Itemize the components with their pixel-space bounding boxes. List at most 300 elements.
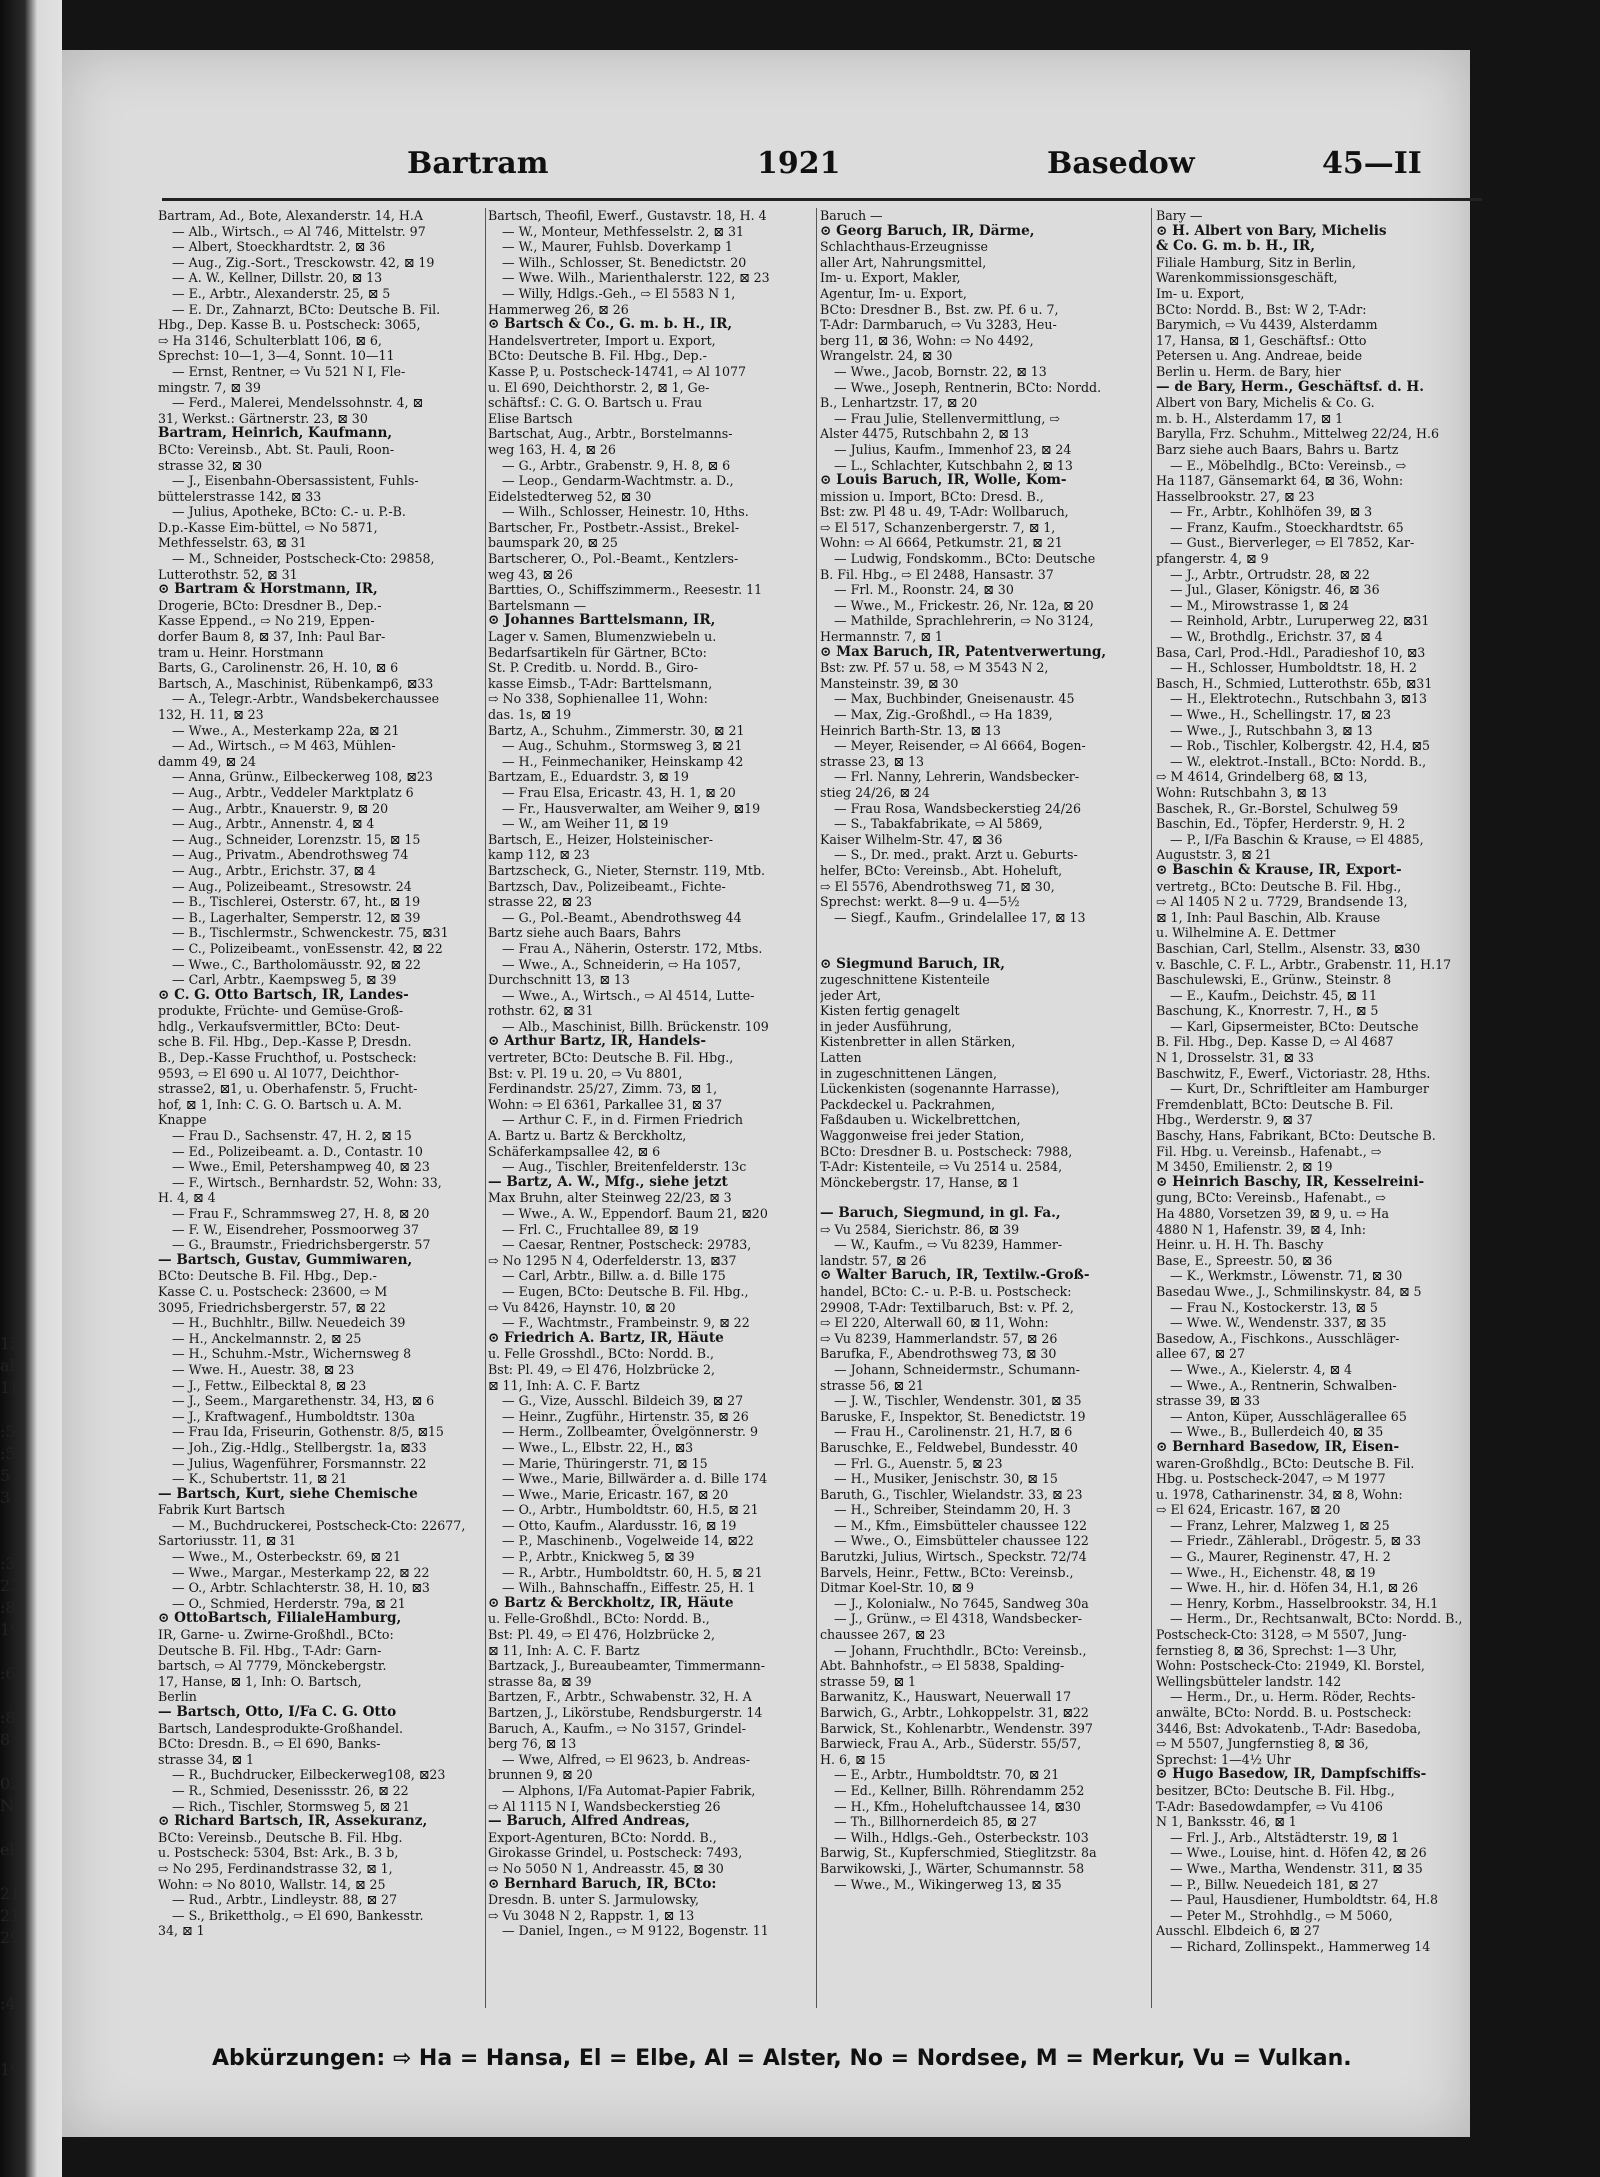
directory-entry: Im- u. Export, Makler, [820, 270, 961, 286]
directory-entry: u. Felle-Großhdl., BCto: Nordd. B., [488, 1611, 710, 1627]
directory-entry: Bartzack, J., Bureaubeamter, Timmermann- [488, 1658, 766, 1674]
directory-entry: — Wwe., Louise, hint. d. Höfen 42, ⊠ 26 [1170, 1845, 1427, 1861]
directory-entry: 17, Hanse, ⊠ 1, Inh: O. Bartsch, [158, 1673, 362, 1689]
directory-entry: Baruch — [820, 208, 883, 223]
directory-entry: — Reinhold, Arbtr., Luruperweg 22, ⊠31 [1170, 613, 1430, 629]
directory-entry: — Wwe. W., Wendenstr. 337, ⊠ 35 [1170, 1315, 1387, 1331]
directory-entry: strasse 39, ⊠ 33 [1156, 1393, 1261, 1409]
directory-entry: u. Wilhelmine A. E. Dettmer [1156, 925, 1336, 941]
directory-entry: Albert von Bary, Michelis & Co. G. [1156, 395, 1375, 411]
directory-entry: — Anton, Küper, Ausschlägerallee 65 [1170, 1408, 1407, 1424]
directory-entry: strasse 8a, ⊠ 39 [488, 1673, 592, 1689]
directory-entry: Abt. Bahnhofstr., ⇨ El 5838, Spalding- [820, 1658, 1065, 1674]
directory-entry: — de Bary, Herm., Geschäftsf. d. H. [1156, 379, 1425, 395]
directory-entry: Knappe [158, 1112, 207, 1128]
directory-entry: — Siegf., Kaufm., Grindelallee 17, ⊠ 13 [834, 909, 1086, 925]
directory-entry: Ausschl. Elbdeich 6, ⊠ 27 [1156, 1923, 1320, 1939]
directory-entry: — Wwe., L., Elbstr. 22, H., ⊠3 [502, 1439, 694, 1455]
margin-fragment: 8 [0, 1730, 11, 1749]
directory-entry: berg 11, ⊠ 36, Wohn: ⇨ No 4492, [820, 332, 1034, 348]
directory-entry: strasse2, ⊠1, u. Oberhafenstr. 5, Frucht- [158, 1081, 418, 1097]
directory-entry: — Frau Elsa, Ericastr. 43, H. 1, ⊠ 20 [502, 784, 736, 800]
directory-entry: — G., Arbtr., Grabenstr. 9, H. 8, ⊠ 6 [502, 457, 731, 473]
directory-entry: M 3450, Emilienstr. 2, ⊠ 19 [1156, 1159, 1333, 1175]
directory-entry: — J., Kolonialw., No 7645, Sandweg 30a [834, 1595, 1089, 1611]
directory-entry: Barts, G., Carolinenstr. 26, H. 10, ⊠ 6 [158, 660, 399, 676]
directory-entry: T-Adr: Darmbaruch, ⇨ Vu 3283, Heu- [820, 317, 1057, 333]
directory-entry: Bst: Pl. 49, ⇨ El 476, Holzbrücke 2, [488, 1627, 715, 1643]
directory-entry: Fabrik Kurt Bartsch [158, 1502, 285, 1518]
directory-entry: Auguststr. 3, ⊠ 21 [1156, 847, 1272, 863]
directory-entry: hof, ⊠ 1, Inh: C. G. O. Bartsch u. A. M. [158, 1096, 402, 1112]
directory-entry: BCto: Vereinsb., Abt. St. Pauli, Roon- [158, 441, 395, 457]
directory-entry: — E., Kaufm., Deichstr. 45, ⊠ 11 [1170, 987, 1377, 1003]
directory-entry: — Albert, Stoeckhardtstr. 2, ⊠ 36 [172, 239, 386, 255]
directory-entry: ⊙ Bartz & Berckholtz, IR, Häute [488, 1595, 734, 1611]
directory-entry: Kasse C. u. Postscheck: 23600, ⇨ M [158, 1283, 388, 1299]
directory-entry: & Co. G. m. b. H., IR, [1156, 239, 1315, 255]
directory-entry: — Wwe., A., Mesterkamp 22a, ⊠ 21 [172, 722, 400, 738]
directory-entry: v. Baschle, C. F. L., Arbtr., Grabenstr. 11, H.17 [1156, 956, 1452, 972]
directory-entry: u. Felle Grosshdl., BCto: Nordd. B., [488, 1346, 714, 1362]
directory-entry: — G., Vize, Ausschl. Bildeich 39, ⊠ 27 [502, 1393, 744, 1409]
directory-entry: — Frl. M., Roonstr. 24, ⊠ 30 [834, 582, 1014, 598]
directory-entry: helfer, BCto: Vereinsb., Abt. Hoheluft, [820, 862, 1063, 878]
directory-entry: Bartz siehe auch Baars, Bahrs [488, 925, 681, 941]
directory-entry: Baschek, R., Gr.-Borstel, Schulweg 59 [1156, 800, 1399, 816]
directory-entry: Hbg., Dep. Kasse B. u. Postscheck: 3065, [158, 317, 421, 333]
directory-entry: Baruske, F., Inspektor, St. Benedictstr. 19 [820, 1408, 1086, 1424]
directory-entry [820, 941, 1145, 957]
directory-entry: Heinr. u. H. H. Th. Baschy [1156, 1237, 1324, 1253]
directory-entry: Barylla, Frz. Schuhm., Mittelweg 22/24, H.6 [1156, 426, 1439, 442]
directory-entry: — E., Arbtr., Humboldtstr. 70, ⊠ 21 [834, 1767, 1060, 1783]
directory-entry: — Wwe., A., Schneiderin, ⇨ Ha 1057, [502, 956, 742, 972]
directory-entry: ⊠ 11, Inh: A. C. F. Bartz [488, 1642, 640, 1658]
directory-entry: — H., Feinmechaniker, Heinskamp 42 [502, 753, 744, 769]
directory-entry: ⊙ Bernhard Basedow, IR, Eisen- [1156, 1439, 1400, 1455]
directory-entry: u. 1978, Catharinenstr. 34, ⊠ 8, Wohn: [1156, 1486, 1403, 1502]
directory-entry: ⇨ No 1295 N 4, Oderfelderstr. 13, ⊠37 [488, 1252, 737, 1268]
margin-fragment: :6 [0, 1664, 16, 1683]
directory-entry: 132, H. 11, ⊠ 23 [158, 707, 264, 722]
directory-entry: Bartzen, F., Arbtr., Schwabenstr. 32, H. A [488, 1689, 752, 1705]
directory-entry: Baschung, K., Knorrestr. 7, H., ⊠ 5 [1156, 1003, 1379, 1019]
directory-entry: T-Adr: Basedowdampfer, ⇨ Vu 4106 [1156, 1798, 1383, 1814]
directory-entry: damm 49, ⊠ 24 [158, 753, 257, 769]
directory-entry: — Wwe., Martha, Wendenstr. 311, ⊠ 35 [1170, 1860, 1423, 1876]
directory-entry: Packdeckel u. Packrahmen, [820, 1096, 996, 1112]
directory-entry: BCto: Deutsche B. Fil. Hbg., Dep.- [158, 1268, 377, 1284]
margin-fragment: :8 [0, 1598, 16, 1617]
directory-entry: — Ad., Wirtsch., ⇨ M 463, Mühlen- [172, 738, 396, 754]
directory-entry: — Otto, Kaufm., Alardusstr. 16, ⊠ 19 [502, 1517, 737, 1533]
directory-entry: — J., Arbtr., Ortrudstr. 28, ⊠ 22 [1170, 566, 1370, 582]
directory-entry: zugeschnittene Kistenteile [820, 972, 990, 988]
directory-entry: Heinrich Barth-Str. 13, ⊠ 13 [820, 722, 1001, 738]
directory-entry: ⇨ Al 1115 N I, Wandsbeckerstieg 26 [488, 1798, 721, 1814]
directory-entry: — Aug., Zig.-Sort., Tresckowstr. 42, ⊠ 19 [172, 254, 435, 270]
directory-entry: — P., Billw. Neuedeich 181, ⊠ 27 [1170, 1876, 1379, 1892]
directory-entry: — H., Schlosser, Humboldtstr. 18, H. 2 [1170, 660, 1418, 676]
directory-entry: ⊙ Friedrich A. Bartz, IR, Häute [488, 1330, 724, 1346]
directory-entry: — S., Dr. med., prakt. Arzt u. Geburts- [834, 847, 1078, 863]
margin-fragment: N [0, 1796, 14, 1815]
directory-entry: — P., Arbtr., Knickweg 5, ⊠ 39 [502, 1549, 695, 1565]
directory-entry: — Wwe., Margar., Mesterkamp 22, ⊠ 22 [172, 1564, 430, 1580]
directory-entry: Barwig, St., Kupferschmied, Stieglitzstr. 8a [820, 1845, 1097, 1861]
directory-entry: besitzer, BCto: Deutsche B. Fil. Hbg., [1156, 1782, 1395, 1798]
directory-entry: ⊙ H. Albert von Bary, Michelis [1156, 223, 1387, 239]
column-2 [488, 208, 813, 2008]
directory-entry: — Baruch, Alfred Andreas, [488, 1814, 690, 1830]
directory-entry: Sprechst: werkt. 8—9 u. 4—5½ [820, 894, 1020, 910]
directory-entry: Fil. Hbg. u. Vereinsb., Hafenabt., ⇨ [1156, 1143, 1382, 1159]
column-1 [158, 208, 483, 2008]
directory-entry: — H., Schreiber, Steindamm 20, H. 3 [834, 1502, 1071, 1518]
directory-entry: Filiale Hamburg, Sitz in Berlin, [1156, 254, 1356, 270]
header-left-keyword: Bartram [407, 146, 549, 181]
directory-entry [820, 925, 1145, 941]
directory-entry: Baschwitz, F., Ewerf., Victoriastr. 28, Hths. [1156, 1065, 1431, 1081]
directory-entry: hdlg., Verkaufsvermittler, BCto: Deut- [158, 1018, 400, 1034]
directory-entry: — Ed., Polizeibeamt. a. D., Contastr. 10 [172, 1143, 423, 1159]
directory-entry: B., Dep.-Kasse Fruchthof, u. Postscheck: [158, 1050, 417, 1066]
directory-entry: anwälte, BCto: Nordd. B. u. Postscheck: [1156, 1705, 1412, 1720]
directory-entry: Handelsvertreter, Import u. Export, [488, 332, 716, 348]
directory-entry: — Alb., Wirtsch., ⇨ Al 746, Mittelstr. 97 [172, 223, 426, 239]
directory-entry: — Herm., Zollbeamter, Övelgönnerstr. 9 [502, 1424, 758, 1440]
margin-fragment: 02 [0, 1774, 21, 1793]
directory-entry: schäftsf.: C. G. O. Bartsch u. Frau [488, 395, 703, 411]
directory-entry: Petersen u. Ang. Andreae, beide [1156, 348, 1363, 364]
directory-entry: — Richard, Zollinspekt., Hammerweg 14 [1170, 1938, 1431, 1954]
directory-entry: — Wwe., M., Frickestr. 26, Nr. 12a, ⊠ 20 [834, 597, 1094, 613]
directory-entry: — Carl, Arbtr., Kaempsweg 5, ⊠ 39 [172, 972, 397, 988]
directory-entry: Wohn: ⇨ Al 6664, Petkumstr. 21, ⊠ 21 [820, 535, 1063, 551]
directory-entry: — K., Schubertstr. 11, ⊠ 21 [172, 1471, 348, 1487]
directory-entry: — Wwe., Jacob, Bornstr. 22, ⊠ 13 [834, 363, 1047, 379]
directory-entry: Baschulewski, E., Grünw., Steinstr. 8 [1156, 972, 1392, 988]
directory-entry: Bartzsch, Dav., Polizeibeamt., Fichte- [488, 878, 726, 894]
directory-entry: Ha 1187, Gänsemarkt 64, ⊠ 36, Wohn: [1156, 473, 1404, 489]
directory-entry: — Rob., Tischler, Kolbergstr. 42, H.4, ⊠5 [1170, 738, 1430, 754]
directory-entry: — Wwe., Joseph, Rentnerin, BCto: Nordd. [834, 379, 1102, 395]
directory-entry: strasse 22, ⊠ 23 [488, 894, 593, 910]
directory-entry: — Julius, Apotheke, BCto: C.- u. P.-B. [172, 504, 406, 520]
directory-entry: kasse Eimsb., T-Adr: Barttelsmann, [488, 675, 713, 691]
margin-fragment: 23 [0, 1576, 21, 1595]
margin-fragment: 19 [0, 2060, 21, 2079]
directory-entry: mission u. Import, BCto: Dresd. B., [820, 488, 1044, 504]
directory-entry: — F., Wachtmstr., Frambeinstr. 9, ⊠ 22 [502, 1315, 750, 1331]
directory-entry: ⇨ Ha 3146, Schulterblatt 106, ⊠ 6, [158, 332, 382, 348]
directory-entry: — Aug., Arbtr., Annenstr. 4, ⊠ 4 [172, 816, 375, 832]
directory-entry: pfangerstr. 4, ⊠ 9 [1156, 551, 1269, 567]
directory-entry: Bartsch, A., Maschinist, Rübenkamp6, ⊠33 [158, 675, 434, 691]
directory-entry: ⇨ M 5507, Jungfernstieg 8, ⊠ 36, [1156, 1736, 1369, 1752]
directory-entry: — Wwe., M., Osterbeckstr. 69, ⊠ 21 [172, 1549, 401, 1565]
directory-entry: weg 163, H. 4, ⊠ 26 [488, 441, 616, 457]
directory-entry: — Aug., Arbtr., Erichstr. 37, ⊠ 4 [172, 862, 376, 878]
directory-entry: aller Art, Nahrungsmittel, [820, 254, 987, 270]
directory-entry: — W., elektrot.-Install., BCto: Nordd. B., [1170, 753, 1427, 769]
directory-entry: fernstieg 8, ⊠ 36, Sprechst: 1—3 Uhr, [1156, 1642, 1398, 1658]
directory-entry: — G., Maurer, Reginenstr. 47, H. 2 [1170, 1549, 1391, 1565]
directory-entry: — Wwe., A., Rentnerin, Schwalben- [1170, 1377, 1397, 1393]
directory-entry: Baruth, G., Tischler, Wielandstr. 33, ⊠ 23 [820, 1486, 1083, 1502]
directory-entry: ⊙ Bartram & Horstmann, IR, [158, 582, 378, 598]
directory-entry: — Wilh., Hdlgs.-Geh., Osterbeckstr. 103 [834, 1829, 1089, 1845]
directory-entry: — M., Schneider, Postscheck-Cto: 29858, [172, 551, 435, 567]
directory-entry: — O., Arbtr., Humboldtstr. 60, H.5, ⊠ 21 [502, 1502, 759, 1518]
directory-entry: ⇨ No 295, Ferdinandstrasse 32, ⊠ 1, [158, 1860, 393, 1876]
directory-entry: — W., Brothdlg., Erichstr. 37, ⊠ 4 [1170, 629, 1383, 645]
directory-entry: Basch, H., Schmied, Lutterothstr. 65b, ⊠31 [1156, 675, 1433, 691]
directory-entry: Durchschnitt 13, ⊠ 13 [488, 972, 630, 988]
directory-entry: — Frau Ida, Friseurin, Gothenstr. 8/5, ⊠15 [172, 1424, 444, 1440]
directory-entry: ⇨ El 220, Alterwall 60, ⊠ 11, Wohn: [820, 1315, 1049, 1331]
directory-entry: — R., Arbtr., Humboldtstr. 60, H. 5, ⊠ 21 [502, 1564, 763, 1580]
directory-entry: strasse 32, ⊠ 30 [158, 457, 263, 473]
directory-entry: — J., Fettw., Eilbecktal 8, ⊠ 23 [172, 1377, 367, 1393]
directory-entry: Sprechst: 1—4½ Uhr [1156, 1751, 1291, 1767]
margin-fragment: 1) [0, 1378, 17, 1397]
directory-entry: — F. W., Eisendreher, Possmoorweg 37 [172, 1221, 420, 1237]
directory-entry: — Johann, Schneidermstr., Schumann- [834, 1361, 1080, 1377]
directory-entry: Basa, Carl, Prod.-Hdl., Paradieshof 10, ⊠3 [1156, 644, 1426, 660]
directory-entry: — Max, Zig.-Großhdl., ⇨ Ha 1839, [834, 707, 1053, 722]
directory-entry: — Arthur C. F., in d. Firmen Friedrich [502, 1112, 744, 1128]
directory-entry: Max Bruhn, alter Steinweg 22/23, ⊠ 3 [488, 1190, 732, 1206]
directory-entry: — Max, Buchbinder, Gneisenaustr. 45 [834, 691, 1075, 707]
directory-entry: ⊙ Siegmund Baruch, IR, [820, 956, 1006, 972]
directory-entry: Drogerie, BCto: Dresdner B., Dep.- [158, 597, 382, 613]
directory-entry: — Aug., Tischler, Breitenfelderstr. 13c [502, 1159, 747, 1175]
directory-entry: — Jul., Glaser, Königstr. 46, ⊠ 36 [1170, 582, 1380, 598]
margin-fragment: 5 [0, 1466, 11, 1485]
directory-page [62, 50, 1470, 2137]
directory-entry: Export-Agenturen, BCto: Nordd. B., [488, 1829, 717, 1845]
directory-entry: Bartsch, Landesprodukte-Großhandel. [158, 1720, 404, 1736]
directory-entry: strasse 56, ⊠ 21 [820, 1377, 925, 1393]
directory-entry: Barufka, F., Abendrothsweg 73, ⊠ 30 [820, 1346, 1057, 1362]
directory-entry: Wohn: ⇨ No 8010, Wallstr. 14, ⊠ 25 [158, 1876, 386, 1892]
header-rule [162, 198, 1482, 201]
directory-entry: — J., Kraftwagenf., Humboldtstr. 130a [172, 1408, 416, 1424]
directory-entry: Hasselbrookstr. 27, ⊠ 23 [1156, 488, 1315, 504]
directory-entry: — Aug., Polizeibeamt., Stresowstr. 24 [172, 878, 412, 894]
header-year: 1921 [757, 146, 841, 181]
directory-entry: Faßdauben u. Wickelbrettchen, [820, 1112, 1021, 1128]
directory-entry: u. El 690, Deichthorstr. 2, ⊠ 1, Ge- [488, 379, 710, 395]
directory-entry: weg 43, ⊠ 26 [488, 566, 573, 582]
directory-entry: ⊙ Max Baruch, IR, Patentverwertung, [820, 644, 1107, 660]
directory-entry: — Th., Billhornerdeich 85, ⊠ 27 [834, 1814, 1038, 1830]
directory-entry: chaussee 267, ⊠ 23 [820, 1627, 946, 1643]
directory-entry: Barwick, St., Kohlenarbtr., Wendenstr. 397 [820, 1720, 1093, 1736]
directory-entry: — J., Seem., Margarethenstr. 34, H3, ⊠ 6 [172, 1393, 435, 1409]
directory-entry: IR, Garne- u. Zwirne-Großhdl., BCto: [158, 1627, 394, 1643]
directory-entry: — W., Kaufm., ⇨ Vu 8239, Hammer- [834, 1237, 1063, 1253]
directory-entry: — Frl. C., Fruchtallee 89, ⊠ 19 [502, 1221, 699, 1237]
directory-entry: 3095, Friedrichsbergerstr. 57, ⊠ 22 [158, 1299, 386, 1315]
directory-entry: — Aug., Privatm., Abendrothsweg 74 [172, 847, 409, 863]
directory-entry: Bst: zw. Pl 48 u. 49, T-Adr: Wollbaruch, [820, 504, 1069, 520]
directory-entry: — Aug., Schneider, Lorenzstr. 15, ⊠ 15 [172, 831, 421, 847]
directory-entry: — H., Kfm., Hoheluftchaussee 14, ⊠30 [834, 1798, 1081, 1814]
directory-entry: Barz siehe auch Baars, Bahrs u. Bartz [1156, 441, 1399, 457]
directory-entry: — Wwe., O., Eimsbütteler chaussee 122 [834, 1533, 1089, 1549]
margin-fragment: 15 [0, 1334, 21, 1353]
directory-entry: — W., Maurer, Fuhlsb. Doverkamp 1 [502, 239, 733, 255]
directory-entry: Barwieck, Frau A., Arb., Süderstr. 55/57, [820, 1736, 1082, 1752]
directory-entry: ⇨ Vu 2584, Sierichstr. 86, ⊠ 39 [820, 1221, 1020, 1237]
directory-entry: — Franz, Kaufm., Stoeckhardtstr. 65 [1170, 519, 1404, 535]
directory-entry: ⇨ Vu 3048 N 2, Rappstr. 1, ⊠ 13 [488, 1907, 695, 1923]
directory-entry: — Henry, Korbm., Hasselbrookstr. 34, H.1 [1170, 1595, 1439, 1611]
directory-entry: — Heinr., Zugführ., Hirtenstr. 35, ⊠ 26 [502, 1408, 749, 1424]
directory-entry: Bartsch, E., Heizer, Holsteinischer- [488, 831, 713, 847]
directory-entry: Mönckebergstr. 17, Hanse, ⊠ 1 [820, 1174, 1020, 1190]
directory-entry: Barymich, ⇨ Vu 4439, Alsterdamm [1156, 317, 1378, 333]
directory-entry: ⊙ Walter Baruch, IR, Textilw.-Groß- [820, 1268, 1090, 1284]
directory-entry: handel, BCto: C.- u. P.-B. u. Postscheck: [820, 1283, 1072, 1299]
directory-entry: — Fr., Arbtr., Kohlhöfen 39, ⊠ 3 [1170, 504, 1373, 520]
directory-entry: Bst: v. Pl. 19 u. 20, ⇨ Vu 8801, [488, 1065, 683, 1081]
directory-entry: jeder Art, [820, 987, 882, 1003]
directory-entry: Bartelsmann — [488, 597, 587, 613]
directory-entry: B. Fil. Hbg., ⇨ El 2488, Hansastr. 37 [820, 566, 1054, 582]
directory-entry: — Frau A., Näherin, Osterstr. 172, Mtbs. [502, 940, 763, 956]
directory-entry: — Wwe., Emil, Petershampweg 40, ⊠ 23 [172, 1159, 430, 1175]
directory-entry: — Carl, Arbtr., Billw. a. d. Bille 175 [502, 1268, 726, 1284]
directory-entry: ⇨ Al 1405 N 2 u. 7729, Brandsende 13, [1156, 894, 1408, 910]
directory-entry: Bartzam, E., Eduardstr. 3, ⊠ 19 [488, 769, 689, 785]
directory-entry: — Wwe. H., Auestr. 38, ⊠ 23 [172, 1361, 355, 1377]
directory-entry: — A., Telegr.-Arbtr., Wandsbekerchaussee [172, 691, 440, 707]
directory-entry: — Alb., Maschinist, Billh. Brückenstr. 109 [502, 1018, 769, 1034]
directory-entry: D.p.-Kasse Eim-büttel, ⇨ No 5871, [158, 519, 378, 535]
directory-entry: — Paul, Hausdiener, Humboldtstr. 64, H.8 [1170, 1892, 1438, 1908]
directory-entry: Sartoriusstr. 11, ⊠ 31 [158, 1533, 297, 1549]
directory-entry: büttelerstrasse 142, ⊠ 33 [158, 488, 322, 504]
directory-entry: — W., am Weiher 11, ⊠ 19 [502, 816, 669, 832]
directory-entry: — Alphons, I/Fa Automat-Papier Fabrik, [502, 1782, 756, 1798]
directory-entry: — Frl. Nanny, Lehrerin, Wandsbecker- [834, 769, 1080, 785]
directory-entry: gung, BCto: Vereinsb., Hafenabt., ⇨ [1156, 1190, 1386, 1206]
directory-entry: ⊙ Heinrich Baschy, IR, Kesselreini- [1156, 1174, 1425, 1190]
margin-fragment: :8 [0, 1708, 16, 1727]
directory-entry: — Rich., Tischler, Stormsweg 5, ⊠ 21 [172, 1798, 411, 1814]
directory-entry: Hermannstr. 7, ⊠ 1 [820, 629, 943, 645]
directory-entry: ⇨ El 517, Schanzenbergerstr. 7, ⊠ 1, [820, 519, 1056, 535]
page-number: 45—II [1322, 146, 1422, 181]
directory-entry: Girokasse Grindel, u. Postscheck: 7493, [488, 1845, 743, 1861]
directory-entry: — Wwe, Alfred, ⇨ El 9623, b. Andreas- [502, 1751, 750, 1767]
directory-entry: — L., Schlachter, Kutschbahn 2, ⊠ 13 [834, 457, 1073, 473]
directory-entry: — Herm., Dr., Rechtsanwalt, BCto: Nordd. B., [1170, 1611, 1463, 1627]
directory-entry: Barwanitz, K., Hauswart, Neuerwall 17 [820, 1689, 1072, 1705]
directory-entry: — Frau F., Schrammsweg 27, H. 8, ⊠ 20 [172, 1206, 430, 1221]
directory-entry: Hammerweg 26, ⊠ 26 [488, 301, 629, 317]
directory-entry: ⊙ Bernhard Baruch, IR, BCto: [488, 1876, 717, 1892]
margin-fragment: 3 [0, 1488, 11, 1507]
directory-entry: Berlin u. Herm. de Bary, hier [1156, 363, 1341, 379]
directory-entry: ⊙ Louis Baruch, IR, Wolle, Kom- [820, 473, 1067, 489]
column-divider [485, 208, 486, 2008]
directory-entry: Bartram, Heinrich, Kaufmann, [158, 426, 393, 442]
directory-entry: — Wwe., Marie, Billwärder a. d. Bille 174 [502, 1471, 768, 1487]
directory-entry: B. Fil. Hbg., Dep. Kasse D, ⇨ Al 4687 [1156, 1034, 1394, 1050]
directory-entry: Baschian, Carl, Stellm., Alsenstr. 33, ⊠30 [1156, 940, 1421, 956]
directory-entry: 31, Werkst.: Gärtnerstr. 23, ⊠ 30 [158, 410, 368, 426]
directory-entry: — F., Wirtsch., Bernhardstr. 52, Wohn: 33, [172, 1174, 442, 1190]
directory-entry: baumspark 20, ⊠ 25 [488, 535, 618, 551]
directory-entry: — Karl, Gipsermeister, BCto: Deutsche [1170, 1018, 1419, 1034]
directory-entry: — Wwe., H., Eichenstr. 48, ⊠ 19 [1170, 1564, 1376, 1580]
directory-entry: — Franz, Lehrer, Malzweg 1, ⊠ 25 [1170, 1517, 1390, 1533]
directory-entry: — Gust., Bierverleger, ⇨ El 7852, Kar- [1170, 535, 1415, 551]
directory-entry: Baruschke, E., Feldwebel, Bundesstr. 40 [820, 1439, 1078, 1455]
directory-entry: rothstr. 62, ⊠ 31 [488, 1003, 594, 1019]
directory-entry: — W., Monteur, Methfesselstr. 2, ⊠ 31 [502, 223, 745, 239]
directory-entry: Alster 4475, Rutschbahn 2, ⊠ 13 [820, 426, 1029, 442]
directory-entry: Lutterothstr. 52, ⊠ 31 [158, 566, 298, 582]
directory-entry: in jeder Ausführung, [820, 1018, 952, 1034]
directory-entry: — Aug., Arbtr., Knauerstr. 9, ⊠ 20 [172, 800, 389, 816]
directory-entry: Wohn: Postscheck-Cto: 21949, Kl. Borstel, [1156, 1658, 1425, 1674]
margin-fragment: :5 [0, 1444, 16, 1463]
column-divider [816, 208, 817, 2008]
margin-fragment: :3 [0, 1554, 16, 1573]
directory-entry: Elise Bartsch [488, 410, 573, 426]
directory-entry: stieg 24/26, ⊠ 24 [820, 784, 930, 800]
directory-entry: 34, ⊠ 1 [158, 1923, 205, 1939]
directory-entry: — Willy, Hdlgs.-Geh., ⇨ El 5583 N 1, [502, 285, 736, 301]
directory-entry: in zugeschnittenen Längen, [820, 1065, 998, 1081]
directory-entry: Hbg., Werderstr. 9, ⊠ 37 [1156, 1112, 1313, 1128]
directory-entry: strasse 59, ⊠ 1 [820, 1673, 917, 1689]
directory-entry: — B., Tischlermstr., Schwenckestr. 75, ⊠31 [172, 925, 449, 941]
directory-entry: — Aug., Schuhm., Stormsweg 3, ⊠ 21 [502, 738, 743, 754]
directory-entry: 3446, Bst: Advokatenb., T-Adr: Basedoba, [1156, 1720, 1422, 1736]
directory-entry: Bedarfsartikeln für Gärtner, BCto: [488, 644, 707, 660]
directory-entry: Bartram, Ad., Bote, Alexanderstr. 14, H.A [158, 208, 423, 223]
directory-entry: Barvels, Heinr., Fettw., BCto: Vereinsb., [820, 1564, 1074, 1580]
directory-entry: strasse 23, ⊠ 13 [820, 753, 925, 769]
directory-entry: bartsch, ⇨ Al 7779, Mönckebergstr. [158, 1658, 387, 1674]
directory-entry: Lückenkisten (sogenannte Harrasse), [820, 1081, 1060, 1097]
directory-entry: Methfesselstr. 63, ⊠ 31 [158, 535, 307, 551]
directory-entry: sche B. Fil. Hbg., Dep.-Kasse P, Dresdn. [158, 1034, 412, 1050]
directory-entry: Basedau Wwe., J., Schmilinskystr. 84, ⊠ 5 [1156, 1283, 1422, 1299]
directory-entry: Fremdenblatt, BCto: Deutsche B. Fil. [1156, 1096, 1394, 1112]
directory-entry: ⊙ Hugo Basedow, IR, Dampfschiffs- [1156, 1767, 1427, 1783]
directory-entry: berg 76, ⊠ 13 [488, 1736, 577, 1752]
directory-entry: m. b. H., Alsterdamm 17, ⊠ 1 [1156, 410, 1344, 426]
directory-entry: Bartz, A., Schuhm., Zimmerstr. 30, ⊠ 21 [488, 722, 745, 738]
directory-entry: ⊠ 1, Inh: Paul Baschin, Alb. Krause [1156, 909, 1381, 925]
directory-entry: — Frau D., Sachsenstr. 47, H. 2, ⊠ 15 [172, 1128, 412, 1144]
directory-entry: tram u. Heinr. Horstmann [158, 644, 324, 660]
directory-entry: — Meyer, Reisender, ⇨ Al 6664, Bogen- [834, 738, 1086, 754]
directory-entry: Schäferkampsallee 42, ⊠ 6 [488, 1143, 661, 1159]
directory-entry: Latten [820, 1050, 862, 1066]
directory-entry: — E., Möbelhdlg., BCto: Vereinsb., ⇨ [1170, 457, 1407, 473]
directory-entry: — R., Schmied, Desenissstr. 26, ⊠ 22 [172, 1782, 409, 1798]
page-header [62, 146, 1470, 192]
